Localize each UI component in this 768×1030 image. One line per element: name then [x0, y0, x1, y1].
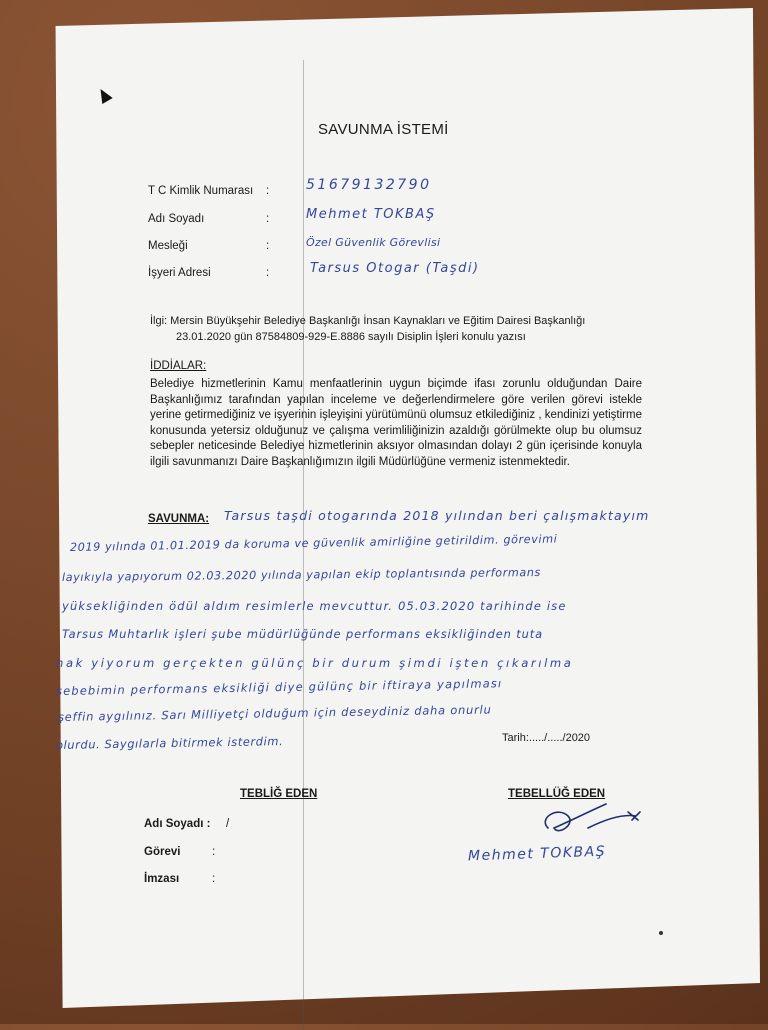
field-sep: :	[266, 213, 270, 225]
iddialar-heading: İDDİALAR:	[150, 360, 207, 372]
teblig-label-role: Görevi	[144, 846, 181, 858]
document-title: SAVUNMA İSTEMİ	[318, 121, 449, 138]
savunma-line: şeffin aygılınız. Sarı Milliyetçi olduğum için deseydiniz daha onurlu	[57, 702, 492, 724]
field-value-tc: 51679132790	[306, 177, 432, 193]
teblig-label-sign: İmzası	[144, 873, 180, 885]
ink-dot	[659, 931, 663, 935]
savunma-line: Tarsus Muhtarlık işleri şube müdürlüğünde performans eksikliğinden tuta	[62, 627, 543, 641]
signature	[528, 798, 648, 842]
field-label-address: İşyeri Adresi	[148, 267, 211, 279]
savunma-line: nak yiyorum gerçekten gülünç bir durum şimdi işten çıkarılma	[56, 656, 574, 670]
savunma-line: Tarsus taşdi otogarında 2018 yılından beri çalışmaktayım	[224, 508, 650, 523]
savunma-line: 2019 yılında 01.01.2019 da koruma ve güvenlik amirliğine getirildim. görevimi	[69, 532, 558, 554]
teblig-value-sign: :	[212, 873, 216, 885]
savunma-line: olurdu. Saygılarla bitirmek isterdim.	[55, 734, 284, 752]
field-value-name: Mehmet TOKBAŞ	[306, 207, 436, 222]
field-label-tc: T C Kimlik Numarası	[148, 185, 254, 197]
field-value-job: Özel Güvenlik Görevlisi	[306, 236, 441, 249]
field-sep: :	[266, 267, 270, 279]
savunma-heading: SAVUNMA:	[148, 513, 210, 525]
teblig-eden-heading: TEBLİĞ EDEN	[240, 788, 318, 800]
date-label: Tarih:...../...../2020	[502, 732, 591, 744]
tebellug-name: Mehmet TOKBAŞ	[467, 843, 607, 865]
teblig-value-name: /	[226, 818, 230, 830]
ilgi-line-1: İlgi: Mersin Büyükşehir Belediye Başkanlığı İnsan Kaynakları ve Eğitim Dairesi Başkanlığı	[150, 315, 586, 327]
teblig-label-name: Adı Soyadı :	[144, 818, 211, 830]
tebellug-eden-heading: TEBELLÜĞ EDEN	[508, 788, 606, 800]
ilgi-line-2: 23.01.2020 gün 87584809-929-E.8886 sayılı Disiplin İşleri konulu yazısı	[176, 331, 526, 343]
field-value-address: Tarsus Otogar (Taşdi)	[310, 261, 480, 276]
field-sep: :	[266, 240, 270, 252]
savunma-line: layıkıyla yapıyorum 02.03.2020 yılında yapılan ekip toplantısında performans	[61, 565, 542, 584]
iddialar-text: Belediye hizmetlerinin Kamu menfaatlerinin uygun biçimde ifası zorunlu olduğundan Daire Başkanlığımız tarafından yapılan inceleme ve değerlendirmelere göre verilen görevi istekle yerine getirmediğiniz ve işyerinin işleyişini yürütümünü olumsuz etkilediğiniz , kendinizi yetiştirme konusunda yetersiz olduğunuz ve çalışma verimliliğinizin azaldığı görülmekte olup bu olumsuz sebepler neticesinde Belediye hizmetlerinin aksıyor olmasından dolayı 2 gün içerisinde konuyla ilgili savunmanızı Daire Başkanlığımızın ilgili Müdürlüğüne vermeniz istenmektedir.	[150, 378, 642, 468]
field-label-job: Mesleği	[148, 240, 188, 252]
field-sep: :	[266, 185, 270, 197]
savunma-line: sebebimin performans eksikliği diye gülünç bir iftiraya yapılması	[55, 676, 503, 698]
savunma-line: yüksekliğinden ödül aldım resimlerle mevcuttur. 05.03.2020 tarihinde ise	[62, 599, 567, 613]
field-label-name: Adı Soyadı	[148, 213, 205, 225]
teblig-value-role: :	[212, 846, 216, 858]
